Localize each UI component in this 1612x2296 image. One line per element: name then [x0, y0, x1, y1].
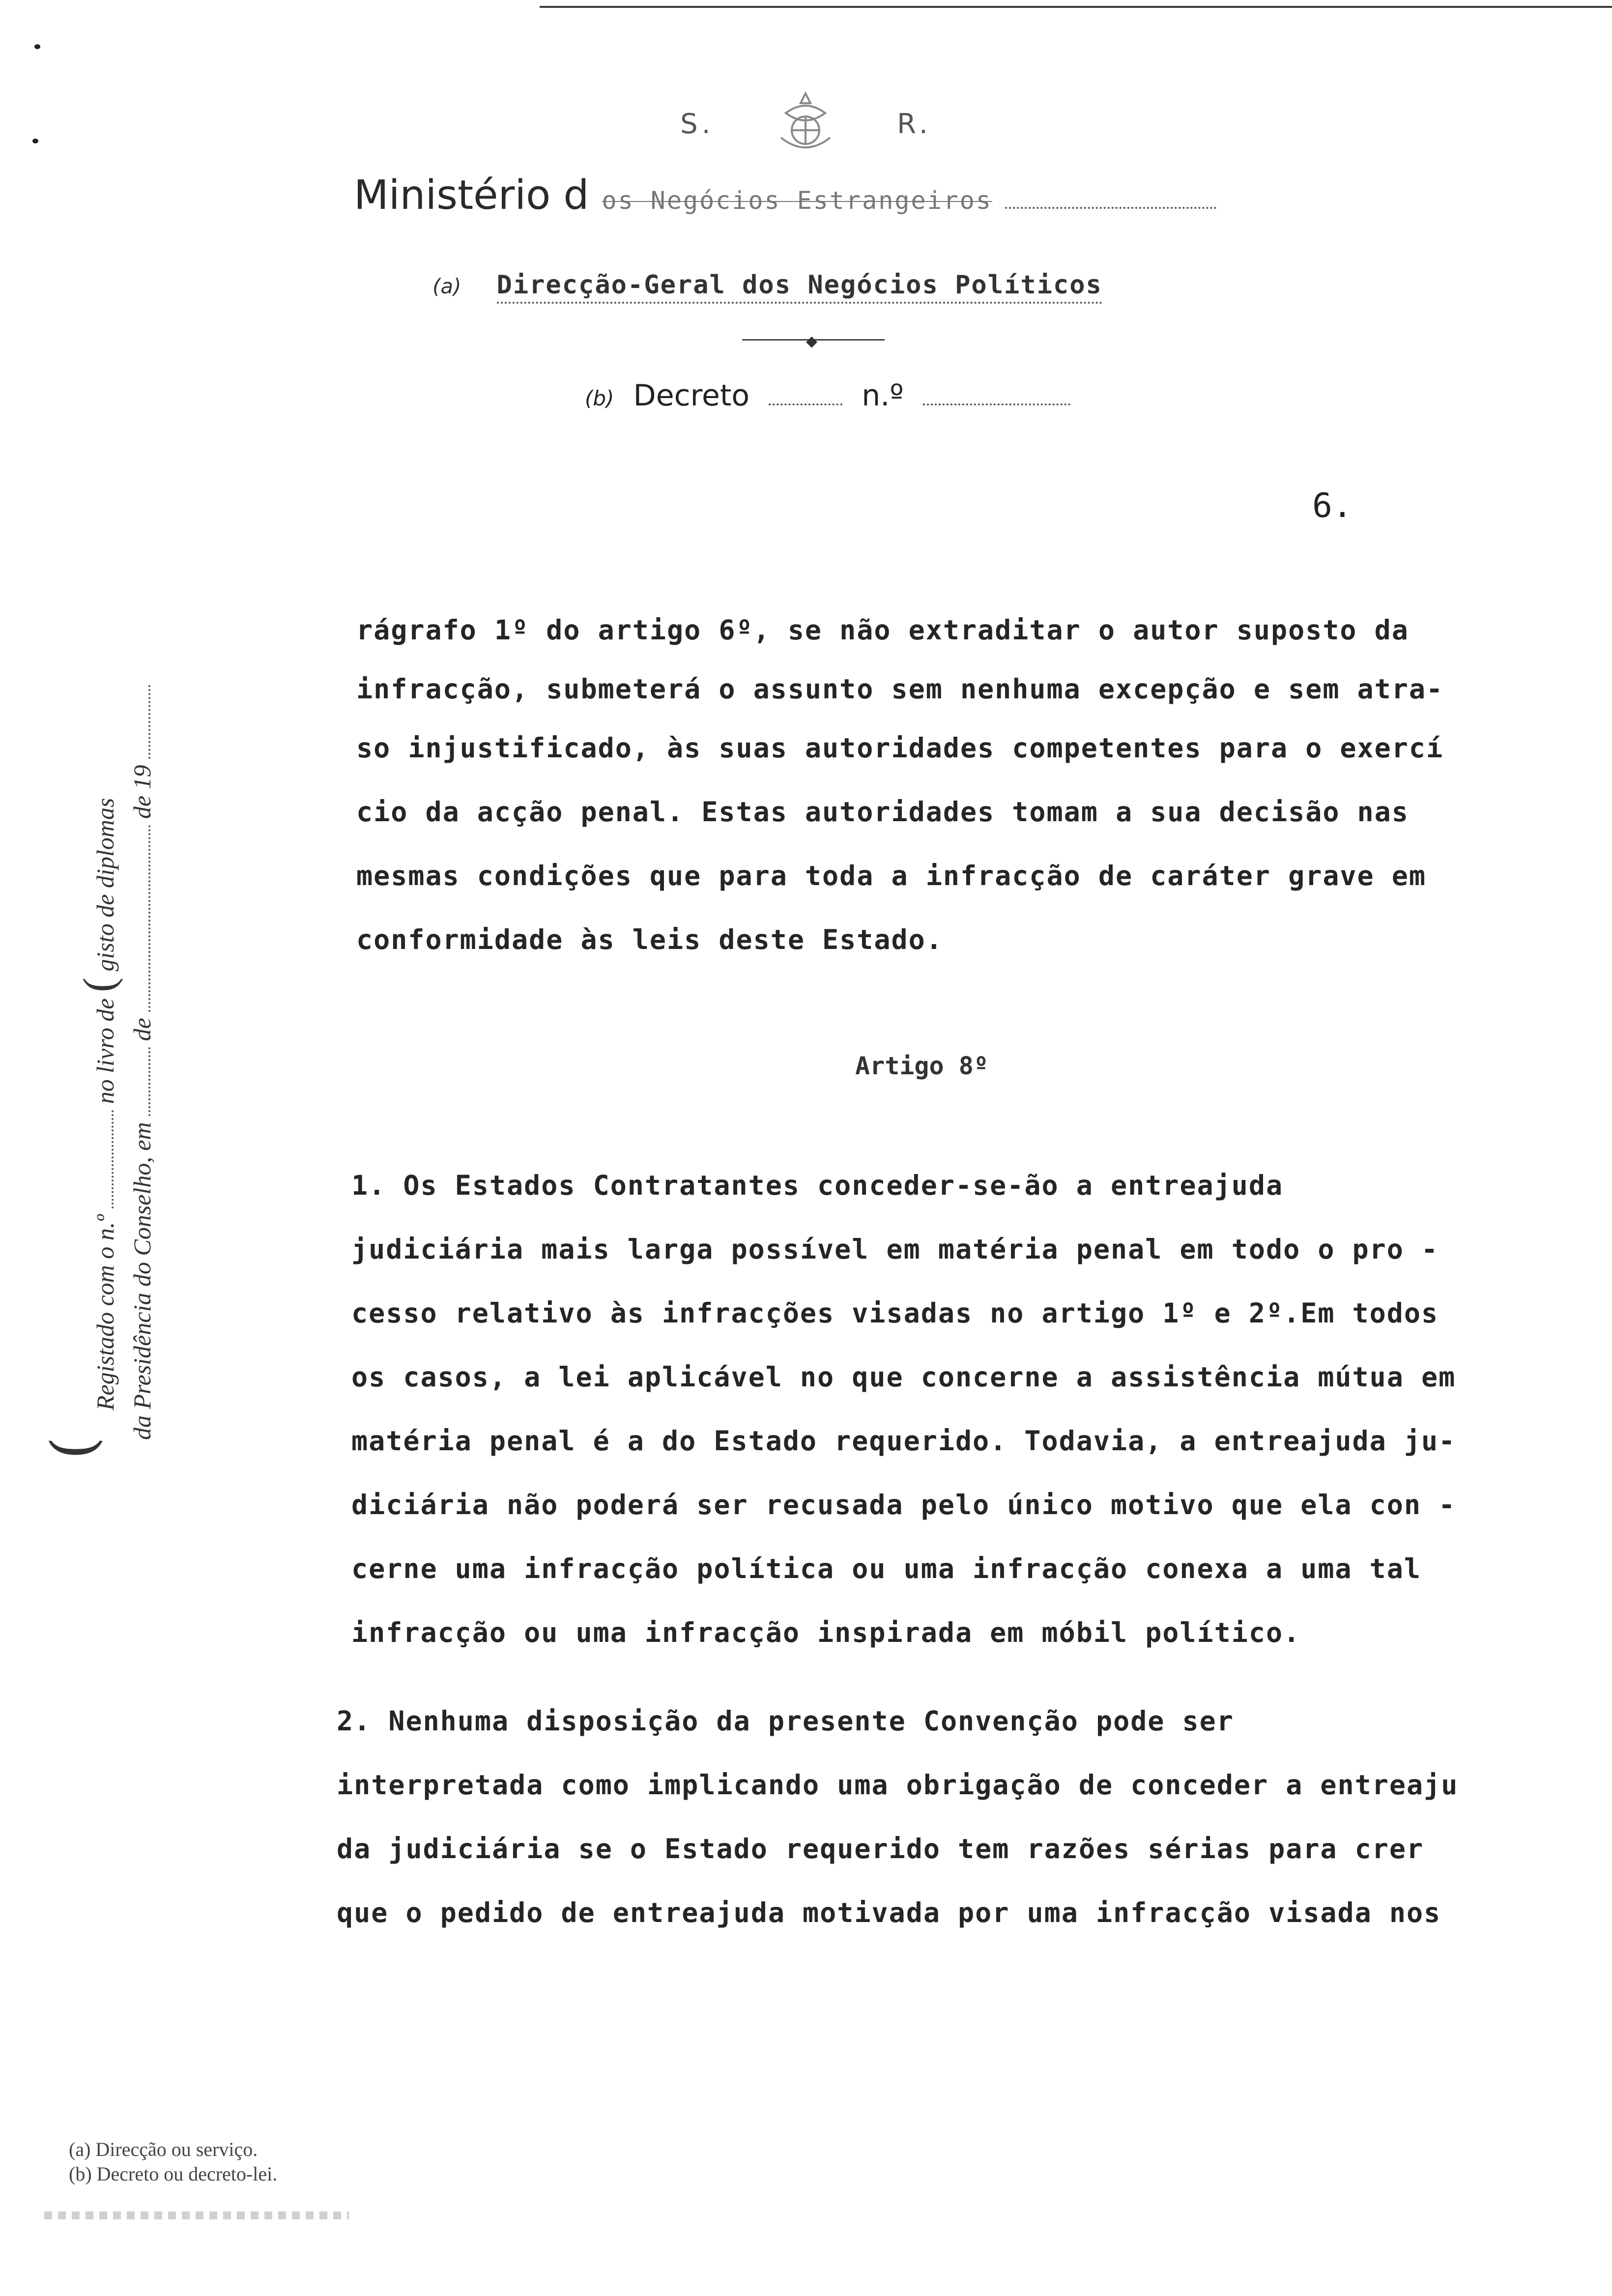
sr-left: S. — [680, 108, 715, 140]
footnote-b: (b) Decreto ou decreto-lei. — [69, 2163, 278, 2185]
ministry-prefix: Ministério d — [354, 172, 589, 219]
decree-tag: (b) — [585, 386, 614, 410]
decree-dotted-field — [769, 403, 842, 405]
body-line: 1. Os Estados Contratantes conceder-se-ão a entreajuda — [351, 1170, 1284, 1201]
body-line: mesmas condições que para toda a infracção de caráter grave em — [356, 860, 1426, 891]
ministry-title — [354, 172, 1288, 219]
footnote-a: (a) Direcção ou serviço. — [69, 2138, 258, 2160]
article-heading: Artigo 8º — [855, 1052, 988, 1080]
body-line: matéria penal é a do Estado requerido. Todavia, a entreajuda ju- — [351, 1425, 1456, 1457]
body-line: cerne uma infracção política ou uma infracção conexa a uma tal — [351, 1553, 1421, 1584]
body-line: rágrafo 1º do artigo 6º, se não extraditar o autor suposto da — [356, 614, 1409, 646]
decree-number-dotted-field — [923, 403, 1070, 405]
republic-header — [0, 84, 1612, 164]
ministry-dotted-line — [1005, 207, 1216, 209]
body-line: diciária não poderá ser recusada pelo único motivo que ela con - — [351, 1489, 1456, 1521]
margin-note-line-1: Registado com o n.º no livro de ( gisto de diplomas — [75, 798, 123, 1410]
top-border-line — [540, 6, 1612, 8]
body-line: da judiciária se o Estado requerido tem razões sérias para crer — [337, 1833, 1424, 1865]
direction-tag: (a) — [432, 274, 461, 298]
body-line: interpretada como implicando uma obrigação de conceder a entreaju — [337, 1769, 1459, 1801]
body-line: os casos, a lei aplicável no que concerne a assistência mútua em — [351, 1361, 1456, 1393]
direction-line — [432, 270, 1102, 300]
body-line: cio da acção penal. Estas autoridades tomam a sua decisão nas — [356, 796, 1409, 828]
republic-emblem-icon — [771, 84, 840, 164]
margin-bracket-icon: ( — [39, 1436, 108, 1460]
body-line: infracção, submeterá o assunto sem nenhuma excepção e sem atra- — [356, 673, 1444, 705]
decree-line — [585, 378, 1070, 413]
body-line: 2. Nenhuma disposição da presente Convenção pode ser — [337, 1705, 1234, 1737]
body-line: infracção ou uma infracção inspirada em móbil político. — [351, 1617, 1301, 1648]
body-line: judiciária mais larga possível em matéria penal em todo o pro - — [351, 1234, 1439, 1265]
sr-right: R. — [897, 108, 932, 140]
body-line: cesso relativo às infracções visadas no artigo 1º e 2º.Em todos — [351, 1297, 1439, 1329]
body-line: que o pedido de entreajuda motivada por uma infracção visada nos — [337, 1897, 1441, 1928]
scan-speck — [34, 44, 40, 49]
body-line: so injustificado, às suas autoridades competentes para o exercí — [356, 732, 1444, 764]
ministry-department: os Negócios Estrangeiros — [602, 186, 992, 215]
decree-label: Decreto — [633, 378, 750, 413]
margin-note-line-2: da Presidência do Conselho, em de de 19 — [128, 685, 156, 1440]
divider-ornament-icon: ◆ — [806, 333, 818, 350]
decree-number-label: n.º — [862, 378, 904, 413]
printer-imprint-mark — [44, 2211, 349, 2219]
page-number: 6. — [1312, 487, 1353, 525]
direction-value: Direcção-Geral dos Negócios Políticos — [497, 270, 1102, 304]
body-line: conformidade às leis deste Estado. — [356, 924, 943, 955]
